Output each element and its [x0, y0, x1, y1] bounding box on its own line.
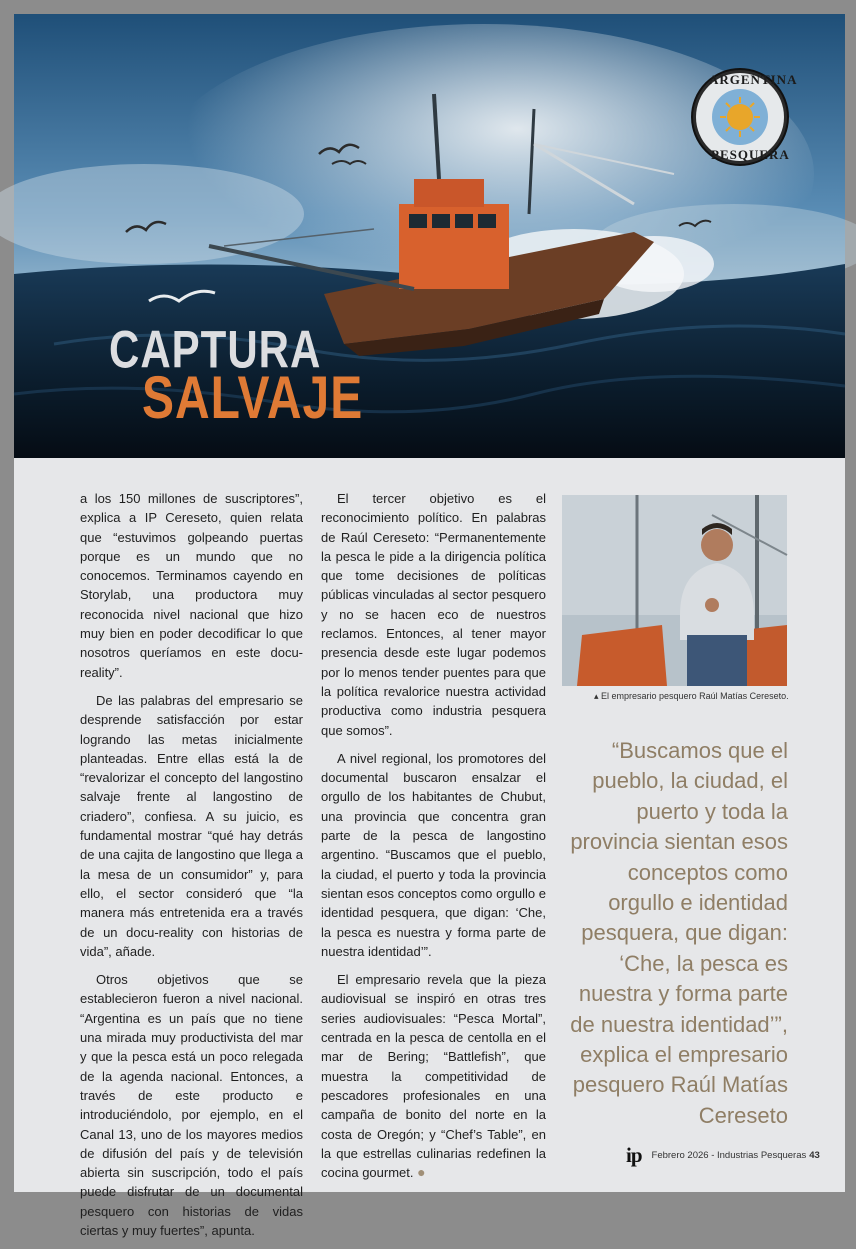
paragraph: El tercer objetivo es el reconocimiento político. En palabras de Raúl Cereseto: “Permanentemente la pesca le pide a la dirigencia política que tome decisiones de políticas públicas vinculadas al sector pesquero y no se hacen eco de nuestros reclamos. Entonces, al tener mayor presencia desde este lugar podemos por lo menos tender puentes para que la política revalorice nuestra actividad productiva como industria pesquera que somos”. — [321, 491, 546, 738]
page-footer — [626, 1144, 820, 1166]
portrait-photo — [562, 495, 787, 686]
end-mark-icon: ● — [417, 1164, 426, 1181]
paragraph — [321, 970, 546, 1182]
argentina-pesquera-seal — [690, 67, 798, 167]
page-number: 43 — [809, 1149, 820, 1161]
photo-caption: ▴ El empresario pesquero Raúl Matías Cereseto. — [594, 691, 789, 701]
seal-top-text: ARGENTINA — [709, 72, 798, 87]
article-column-2 — [321, 489, 546, 1191]
headline-line-2: SALVAJE — [142, 365, 364, 432]
paragraph: A nivel regional, los promotores del documental buscaron ensalzar el orgullo de los habitantes de Chubut, una provincia que concentra gran parte de la pesca de langostino argentino. “Buscamos que el pueblo, la ciudad, el puerto y toda la provincia sientan esos conceptos como orgullo e identidad pesquera, que digan: ‘Che, la pesca es nuestra y forma parte de nuestra identidad’”. — [321, 750, 546, 959]
footer-text: Febrero 2026 - Industrias Pesqueras — [651, 1149, 807, 1161]
paragraph-text: El empresario revela que la pieza audiovisual se inspiró en otras tres series audiovisuales: “Pesca Mortal”, centrada en la pesca de centolla en el mar de Bering; “Battlefish”, que muestra la competitividad de pescadores profesionales en una campaña de bonito del norte en la costa de Oregón; y “Chef’s Table”, en la que estrellas culinarias redefinen la cocina gourmet. — [321, 972, 546, 1181]
seal-bottom-text: PESQUERA — [711, 147, 790, 162]
magazine-page — [14, 14, 845, 1238]
paragraph: De las palabras del empresario se desprende satisfacción por estar logrando las metas inicialmente planteadas. Entre ellas está la de “revalorizar el concepto del langostino salvaje frente al langostino de criadero”, confiesa. A su juicio, es fundamental mostrar “qué hay detrás de una cajita de langostino que llega a la mesa de un consumidor” y, para ello, el sector consideró que “la manera más entretenida era a través de un docu-reality con historias de vida”, añade. — [80, 692, 303, 959]
ip-logo: ip — [626, 1142, 642, 1167]
paragraph: a los 150 millones de suscriptores”, explica a IP Cereseto, quien relata que “estuvimos golpeando puertas porque es un mundo que no conocemos. Terminamos cayendo en Storylab, una productora muy reconocida nivel nacional que hizo muy bien en poder decodificar lo que nosotros queríamos en este docu-reality”. — [80, 491, 303, 680]
article-column-1 — [80, 489, 303, 1249]
hero-image — [14, 14, 845, 458]
paragraph: Otros objetivos que se establecieron fueron a nivel nacional. “Argentina es un país que no tiene una mirada muy productivista del mar y que la pesca está un poco relegada de la agenda nacional. Entonces, a través de este producto e introduciéndolo, por ejemplo, en el Canal 13, uno de los mayores medios de difusión del país y de televisión abierta sin suscripción, todo el país puede disfrutar de un documental pesquero con historias de vidas ciertas y muy fuertes”, apunta. — [80, 972, 303, 1238]
pull-quote: “Buscamos que el pueblo, la ciudad, el puerto y toda la provincia sientan esos conceptos como orgullo e identidad pesquera, que digan: ‘Che, la pesca es nuestra y forma parte de nuestra identidad’”, explica el empresario pesquero Raúl Matías Cereseto — [570, 738, 788, 1128]
headline-line-1: CAPTURA — [109, 320, 322, 379]
person-at-port-image — [562, 495, 787, 686]
